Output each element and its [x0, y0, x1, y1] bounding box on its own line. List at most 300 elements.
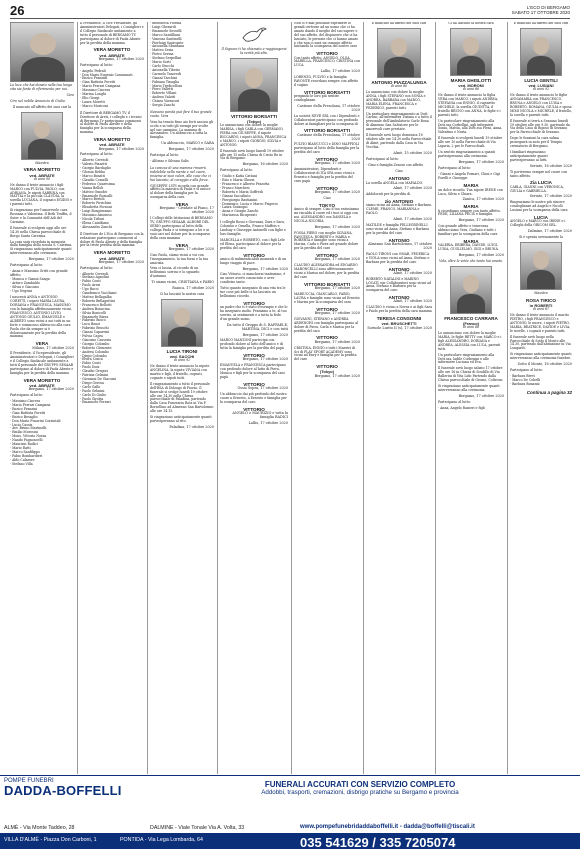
- continued-note: Continua a pagina 32: [526, 389, 572, 395]
- list-item: - Alberto Ceresoli: [80, 158, 109, 163]
- place-date: Sorisole Lurito II (s), 17 ottobre 2020: [367, 325, 432, 330]
- list-item: - Valerio Pianetti: [80, 162, 107, 167]
- text-block: Ne danno il triste annuncio le figlie ANNAMARIA con FRANCESCO, BRUNA e ANGELO con LUISA e ROBERTO, ROMANA, GIULIA e sposa MIMI NICOLA e MICHELE, il fratello, la sorella e parenti tutti.: [510, 93, 572, 117]
- text-block: ROBERTO NATALINI e MARINO LOCATI con Collaboratori sono vicini ad Anna, Stefano e Barbara per la scomparsa del caro: [366, 276, 432, 293]
- list-item: - Domenico, Lucia e Marco Frigerio: [220, 201, 278, 206]
- text-block: CARLA, GIANNI con VERONICA, GIULIA e GABRIELLA.: [510, 184, 564, 193]
- list-item: - Barbara Bonanni: [510, 381, 540, 386]
- text-block: Il Presidente, il Vicepresidente, gli Amministratori e Delegati, i Consiglieri e il Collegio Sindacale unitamente a tutti il personale del GRUPPO SESAAB partecipano al dolore di Paola Abrate e famiglia per la perdita della mamma: [10, 351, 74, 376]
- participants-list: [510, 375, 572, 387]
- list-item: - Marina Longhi: [80, 92, 106, 97]
- list-item: - Giorgio Bardaglio: [80, 166, 111, 171]
- list-item: - Luigi Bongiovanni: [80, 209, 112, 214]
- text-block: I Collegi delle Istituzioni di BERGAMO TV, GRUPPO SESAAB, ALBORE DEL SERIO partecipano al lutto della collega Paola e si stringono a lei e ai suoi cari nel dolore per la scomparsa della cara mamma: [150, 216, 213, 240]
- ad-address: ALMÈ - Via Monte Taddeo, 28: [4, 825, 75, 831]
- deceased-name: MARIA: [463, 239, 479, 244]
- text-block: EMANUELA e FRANCESCA partecipano con profondo dolore al lutto di Piera, Monica e figli per la scomparsa del caro papà: [220, 363, 286, 379]
- place-date: Bergamo, 17 ottobre 2020: [314, 224, 360, 229]
- text-block: Lo annunciano con dolore la moglie MARISA, i figli CARLA con GERMANO, PIERA con GIUSEPPE, il nipote RICCARDO, i nipoti ANNA, FRANCESCA e MARCO, i nipoti GIORGIO, SILVIA e ANTONIO.: [220, 123, 287, 147]
- text-block: Si ringraziano per l'amorevole cura Rossana e Valentina. Il Beth Truffin, il Suter e la Comunità dell'Adi del Carmine.: [10, 208, 72, 224]
- list-item: - Laura Sonzogni: [220, 205, 248, 210]
- deceased-name: MARIA: [463, 204, 479, 210]
- ad-address: DALMINE - Viale Tonale Via A. Volta, 33: [150, 825, 245, 831]
- deceased-age: di anni 86: [462, 87, 480, 92]
- participants-heading: Partecipano al lutto:: [80, 152, 113, 157]
- text-block: Ti porteremo sempre nel cuore con tanto affetto.: [510, 169, 568, 178]
- list-item: - Elisabetta Fornoni: [80, 205, 112, 210]
- deceased-name: VITTORIO: [243, 406, 265, 412]
- text-block: Vera ci lascia, al ricordo di un bellissimo sorriso e lo sguardo d'autunno: [150, 266, 200, 279]
- participants-heading: Partecipano al lutto:: [80, 62, 113, 67]
- column-divider: [363, 22, 364, 774]
- place-date: Paladina, 17 ottobre 2020: [169, 424, 214, 429]
- deceased-name: ANTONIO: [388, 295, 410, 301]
- list-item: - Marco Moriconi: [80, 103, 108, 108]
- list-item: - Anna e Massimo Gritti con grande affetto: [10, 268, 68, 277]
- text-block: CLAUDIO è vicino a Nerea e ai figli Sara e Paolo per la perdita della cara mamma: [366, 305, 432, 314]
- place-date: Bergamo, 17 ottobre 2020: [314, 161, 360, 166]
- ad-address: VILLA D'ALMÈ - Piazza Don Carboni, 1: [4, 837, 97, 843]
- list-item: - Emilio Morosini: [10, 430, 38, 435]
- list-item: - Chiara Vavassori: [150, 99, 180, 104]
- deceased-married-name: ved. LUSIANI: [528, 83, 554, 89]
- list-item: - Mario Ferrari Campana: [80, 84, 121, 89]
- list-item: - Silvia Bonicelli: [80, 310, 107, 315]
- memorial-quote: La luce che hai donato nella tua lunga vita sia fonte di riferimento per noi.: [10, 83, 72, 91]
- deceased-name: LUCIA TIRONI: [166, 348, 198, 354]
- column-3: [150, 22, 214, 774]
- text-block: Ne danno il triste annuncio la nipote ANGELINA, la nipote VIVIANA con marito e figli, il fratello, cognati, cognate e nipoti tutti.: [150, 364, 210, 380]
- deceased-married-name: in ROBERTI: [529, 303, 553, 309]
- list-item: - Elvira Conca: [80, 357, 103, 362]
- deceased-name: LUCIA: [533, 215, 549, 221]
- text-block: La carezza di una mamma rimarrà indelebile nella mente e nel cuore, insieme ai suoi valori, alle cose che ci hai lasciato, al coraggio e alla forza.: [150, 165, 211, 182]
- text-block: I nascenti ANNA e ANTONIO CORETTI, i nipoti MARIA LAURA, DORIANA e FRANCESCA, MASSIMO con la famiglia affettuosamente vicini, FRANCESCO, ANTONIO LIVIO, ANTONIO GIULIO, EMANUELE e ALBERTO sono vicini a noi tutti in un forte e commosso abbraccio alla cara Paola che da sempre si è dolorosamente per la perdita della mamma: [10, 295, 72, 339]
- participants-list: [80, 70, 144, 109]
- deceased-name: VERA MORETTO: [23, 167, 61, 173]
- text-block: Il funerale avrà luogo nella Parrocchiale di Sotto il Monte alle 14.30, partendo dall'abitazione in Via Longardi.: [510, 334, 571, 351]
- deceased-name: VITTORIO: [316, 51, 338, 57]
- list-item: - Piergiorgio Bastianini: [220, 197, 258, 202]
- deceased-name: FRANCESCO CARRARA: [444, 315, 498, 321]
- list-item: - Stefano Serpellini: [150, 56, 182, 61]
- deceased-married-name: ved. BRUSCHETTI: [381, 321, 417, 327]
- list-item: - Massimo Amoroso: [80, 213, 112, 218]
- text-block: La cara sarà ricordata in memoria dalla famiglia della scuola S. Caterina. Si ringraziano anticipatamente quanti interverranno alle cerimonie.: [10, 239, 73, 256]
- list-item: - Marco Santilliani: [150, 32, 180, 37]
- text-block: MATILDE e famiglia PELLEGRINELLI sono vicini ad Anna, Stefano e Barbara per la perdita del caro: [366, 223, 429, 235]
- text-block: Si ringraziano anticipatamente quanti interverranno alla cerimonia.: [438, 384, 500, 392]
- place-date: Bergamo, 17 ottobre 2020: [28, 257, 74, 262]
- list-item: - Gianni e Angela Fornari, Chini e Gigi Forelli e Giuseppe: [438, 171, 500, 180]
- ad-message: [145, 780, 575, 796]
- text-block: Ringraziamo le nostre più sincere condoglianze ad Angelo e Nicolò Lusiani per la scomparsa della cara: [510, 200, 568, 213]
- list-item: - Emanuele Sesselli: [150, 28, 182, 33]
- list-item: - Gino e famiglia Zenoni con affetto: [366, 162, 424, 167]
- column-8: [510, 22, 572, 774]
- list-item: - Antonella Sbardana: [150, 44, 185, 49]
- deceased-name: VITTORIO: [243, 353, 265, 359]
- column-divider: [435, 22, 436, 774]
- list-item: - Mons. Vittorio Nozza: [10, 434, 47, 439]
- list-item: - Elena Catalfamo: [80, 220, 109, 225]
- participants-heading: Partecipano al lutto:: [510, 368, 543, 372]
- list-item: - Ezio e Maria Ghezzi: [220, 178, 255, 183]
- text-block: Amministratori, Dipendenti e Collaboratori di ITA SPA sono vicini a Ernesto e famiglia per la perdita del caro papà: [294, 167, 355, 183]
- list-item: - Glorsia Rebba: [80, 170, 105, 175]
- place-date: Seriate, 16 ottobre 2020: [529, 163, 572, 168]
- text-block: Il Presidente, il Vice Presidente, gli Amministratori Delegati, i Consiglieri e il Collegio Sindacale unitamente a tutto il personale di BERGAMO TV partecipano al dolore di Paola Abrate per la perdita della mamma: [80, 22, 144, 45]
- participants-list: [10, 270, 74, 293]
- deceased-name: VITTORIO BORSATTI: [303, 281, 351, 287]
- participants-heading: Partecipano al lutto:: [220, 168, 253, 173]
- place-date: Bergamo, 17 ottobre 2020: [314, 373, 360, 378]
- place-date: Bergamo, 17 ottobre 2020: [458, 393, 504, 398]
- place-date: Bergamo, 17 ottobre 2020: [458, 159, 504, 164]
- place-date: Sotto il Monte, 16 ottobre 2020: [517, 362, 572, 367]
- list-item: - Silvia e Giacomo: [10, 284, 40, 289]
- place-date: Lallio, 17 ottobre 2020: [248, 420, 288, 425]
- list-item: - Emanuele Ferrari: [80, 400, 111, 405]
- place-date: Bergamo, 17 ottobre 2020: [98, 56, 144, 61]
- text-block: Ciao Vittorio, ci mancherai tantissimo; è un onore averti conosciuto e aver condiviso tanto.: [220, 272, 286, 285]
- place-date: Bergamo, 17 ottobre 2020: [314, 286, 360, 291]
- text-block: È mancato all'affetto dei suoi cari: [513, 22, 569, 25]
- ad-headline: FUNERALI ACCURATI CON SERVIZIO COMPLETO: [264, 780, 456, 789]
- deceased-name: VITTORIO: [243, 381, 265, 387]
- place-date: Dalmine, 17 ottobre 2020: [527, 229, 572, 234]
- deceased-name: VERA MORETTO: [23, 377, 61, 383]
- list-item: - Mariarosa Ricuperati: [220, 213, 257, 218]
- list-item: - Pietro Serina: [150, 52, 174, 57]
- deceased-name: VERA: [175, 242, 189, 248]
- list-item: - Luca Bonzi: [80, 322, 100, 327]
- place-date: Almè, 15 ottobre 2020: [393, 150, 432, 155]
- deceased-name: ANTONIO: [388, 266, 410, 272]
- list-item: - Fabrizio Bosco: [80, 318, 106, 323]
- place-date: Bergamo, 17 ottobre 2020: [314, 257, 360, 262]
- list-item: - Fabiana Tinaglia: [150, 79, 179, 84]
- list-item: - Fabio Conti: [80, 361, 101, 366]
- list-item: - Francesco e Alberto Pezzotta: [220, 182, 270, 186]
- text-block: Il funerale si terrà a Sezzano lunedì 19 ottobre alle ore 9.30, partendo da Via della Casa di Riposo di Sezzano per la Parrocchiale di Sezzano.: [510, 118, 570, 135]
- list-item: - Claudio Gregori: [80, 369, 108, 374]
- text-block: siamo vicini ad Anna, Stefano e Barbara. CLEME, FRANCO, MARIANNA e PAOLO.: [366, 203, 432, 216]
- obituary-photo: [377, 28, 421, 78]
- list-item: - Matteo Bellagalba: [80, 294, 112, 299]
- participants-list: [10, 400, 74, 466]
- memorial-quote: Vola, oltre le vette che tanto hai amato.: [439, 258, 503, 263]
- text-block: Si ringraziano anticipatamente quanti parteciperanno al rito.: [150, 415, 212, 423]
- deceased-age: di anni 92: [173, 358, 191, 363]
- ad-phone-numbers[interactable]: 035 541629 / 335 7205074: [300, 835, 456, 849]
- deceased-name: LUCIA GENTILI: [524, 77, 558, 83]
- list-item: - Marco Bertoli: [80, 197, 105, 202]
- participants-list: [438, 407, 504, 411]
- list-item: - Matteo Sesia: [150, 48, 174, 53]
- participants-list: [80, 273, 144, 406]
- text-block: amico di indimenticabili momenti e di un lungo viaggio di pace.: [220, 256, 287, 265]
- obituary-photo: [161, 299, 203, 347]
- deceased-name: VITTORIO: [316, 335, 338, 341]
- column-5: [294, 22, 360, 774]
- text-block: Dopo le funzioni la cara salma proseguirà in auto per il Tempio crematorio di Bergamo.: [510, 136, 563, 149]
- list-item: - Gianni Caparrini: [80, 330, 110, 335]
- list-item: - Giacomo Cassesio: [80, 337, 112, 342]
- text-block: Lo annunciano con dolore la moglie ANNA, i figli STEFANO con SONIA e ANDREA, BARBARA con MARCO, MARIA ELENA, FRANCESCA e FEDERICO, parenti tutti.: [366, 90, 426, 110]
- deceased-name: ANTONIO: [388, 176, 410, 182]
- participants-list: [438, 173, 504, 181]
- place-date: Bergamo, 17 ottobre 2020: [242, 266, 288, 271]
- obituary-photo: [230, 58, 278, 112]
- publication-info: [512, 5, 570, 15]
- text-block: FOSSA PIERO con moglie SILVANA, PANCESCA, ROBERTO e MARIA e ROBERTA e famiglie sono vicini a Marisa, Carla e Piera nel grande dolore per la perdita del caro: [294, 230, 359, 251]
- title-label: Maestra: [534, 290, 548, 295]
- list-item: - Andrea Valotti: [150, 95, 176, 100]
- text-block: I familiari ringraziano anticipatamente quanti parteciperanno ai lutti.: [510, 150, 548, 162]
- list-item: - Sergio Zanchi: [150, 103, 175, 108]
- list-item: - Gian Battista Poretti: [10, 410, 46, 415]
- list-item: - Massimo Cincera: [10, 399, 41, 404]
- place-date: Castione della Presolana, 17 ottobre 2020: [297, 132, 360, 141]
- list-item: - Emanuele Roncalli: [80, 193, 113, 198]
- page-header: [10, 3, 570, 19]
- list-item: - Franco Marchesi: [220, 185, 250, 190]
- deceased-name: ANTONIO: [388, 237, 410, 243]
- signature: Un abbraccio, MARCO e SARA: [161, 141, 214, 146]
- page-number: 26: [10, 3, 25, 18]
- ad-brand-name: DADDA-BOFFELLI: [4, 783, 122, 798]
- deceased-name: TOKYO: [318, 202, 336, 208]
- deceased-name: VITTORIO BORSATTI: [230, 113, 278, 119]
- ad-website[interactable]: www.pompefunebridaddaboffelli.it - dadda@boffelli@tiscali.it: [300, 824, 475, 830]
- list-item: - Alfonso e Silvana Salis: [150, 159, 189, 163]
- list-item: - Pierluigi Saurcante: [150, 40, 184, 45]
- text-block: CRISTINA, ENNIO e tutti i Maestri di Sci di PLAY SPORT ACADEMY sono vicini ad Enry e famiglia per la perdita del caro: [294, 345, 357, 362]
- text-block: ti ricordiamo sempre con tanto affetto. FEDE, LILIANA PECIS e famiglia.: [438, 208, 501, 217]
- list-item: - Giulio e Katia Cattani: [220, 174, 257, 179]
- list-item: - Giorgio Colombo: [80, 341, 110, 346]
- ad-phone-bar: [0, 833, 580, 849]
- place-date: Bergamo, 16 ottobre 2020: [242, 162, 288, 167]
- list-item: - Andrea Bonacina: [80, 306, 110, 311]
- place-date: Bergamo, 17 ottobre 2020: [28, 387, 74, 392]
- obituary-photo: [450, 28, 492, 76]
- column-divider: [291, 22, 292, 774]
- text-block: Ne danno il triste annuncio i figli MARCO con FULVIA, PAOLO, con ADRIANA, le nipoti SABRINA con MATTIA e la piccola CLAUDIA, la sorella LUCIANA, il cognato EGIDIO e i parenti tutti.: [10, 182, 73, 207]
- place-date: Bergamo, 17 ottobre 2020: [168, 246, 214, 251]
- funeral-home-ad: [0, 778, 580, 849]
- obituary-photo: [21, 112, 63, 160]
- text-block: Nessuno parola può fare il tuo grande vuoto. Vera: [150, 109, 212, 118]
- place-date: Almè, 17 ottobre 2020: [393, 270, 432, 275]
- list-item: - Barbara Brevi: [510, 373, 535, 378]
- place-date: Ranica, 17 ottobre 2020: [172, 286, 214, 291]
- list-item: - Enrico Franzini: [10, 406, 38, 411]
- deceased-name: VITTORIO BORSATTI: [303, 89, 351, 95]
- text-block: Si è spenta serenamente la: [519, 235, 563, 239]
- list-item: - Arturo Zambaldo: [10, 280, 40, 285]
- deceased-name: ROSA TIRICO: [526, 297, 556, 303]
- list-item: - Mario Sorti: [150, 60, 171, 65]
- column-divider: [217, 22, 218, 774]
- place-date: Almè, 17 ottobre 2020: [393, 186, 432, 191]
- text-block: La sorella ANGELA con MAFALDO.: [366, 180, 424, 185]
- list-item: - Roberto Pirrichini: [80, 201, 112, 206]
- place-date: Bergamo, 17 ottobre 2020: [242, 357, 288, 362]
- publication-name: L'ECO DI BERGAMO: [526, 5, 570, 10]
- text-block: Lo annunciano con dolore la moglie MARIA, le figlie BETTY con MARCO e i figli ALESSANDRO, DORIANA e ANDREA, ALESSIA con LUCA, parenti tutti.: [438, 331, 502, 351]
- list-item: - Fabio Conti: [80, 279, 101, 284]
- participants-heading: Partecipa al lutto:: [150, 153, 179, 158]
- text-block: Ciro nel nobile Annuncio di Giulio.: [10, 98, 66, 103]
- participants-heading: Partecipano al lutto:: [366, 156, 399, 161]
- place-date: Zanica, 17 ottobre 2020: [462, 197, 504, 202]
- list-item: - Paolo Doni: [80, 365, 100, 370]
- divider: [0, 775, 580, 776]
- deceased-married-name: ved. ABRATE: [29, 172, 55, 178]
- deceased-married-name: ved. MORONI: [458, 83, 484, 89]
- deceased-married-name: ved. ABRATE: [29, 383, 55, 389]
- signature: Ciro: [66, 92, 74, 97]
- text-block: Ciao Paola, siamo vicini a voi con l'insegnamento, la tua forza e la tua amicizia.: [150, 252, 209, 265]
- text-block: PAOLO TIRONI con OMAR, FEDERICA e VIOLA sono vicini ad Anna, Stefano e Barbara per la perdita del caro: [366, 251, 430, 264]
- place-date: Bergamo, 17 ottobre 2020: [314, 310, 360, 315]
- participants-list: [220, 175, 288, 218]
- text-block: Il funerale si svolgerà lunedì 19 ottobre alle ore 10 nella Parrocchiale di Via Ligaria, 2 per le Parrocchiali.: [438, 136, 503, 149]
- text-block: VALERIA, ERIBERA, DAVIDE, LUIGI, LUISA, GUGLIELMO, GIGI e BRUNA.: [438, 243, 499, 252]
- list-item: - Federico Quaresima: [80, 181, 115, 186]
- list-item: - Massimo Cincera: [80, 88, 111, 93]
- list-item: - Avv. Bruno Martinelli: [10, 426, 47, 431]
- list-item: - Mario Ferrari Campana: [10, 403, 51, 408]
- deceased-nickname: (Franco): [463, 321, 479, 327]
- list-item: - Nicola Tirloni: [80, 216, 105, 221]
- list-item: - Marco Sanfilippo: [10, 449, 40, 454]
- place-date: Almenno San Bartolomeo, 17 ottobre 2020: [368, 242, 432, 250]
- list-item: - Diego Colombo: [80, 353, 107, 358]
- place-date: Bergamo, 17 ottobre 2020: [168, 147, 214, 152]
- list-item: - Maurizio Radici: [10, 442, 38, 447]
- text-block: Il funerale avrà luogo domenica 18 ottobre alle ore 14.30 nella Parrocchiale di Almè, partendo dalla Casa in Via Vecchia.: [366, 133, 432, 149]
- text-block: MARIUCCIA, GIANCARLO, FABIO, LAURA e famiglie sono vicini ad Ernesto e Marisa per la scomparsa del caro: [294, 292, 360, 304]
- deceased-name: zio ANTONIO: [384, 199, 414, 205]
- deceased-nickname: (Tokyo): [246, 119, 262, 125]
- text-block: Il mancato all'affetto dei suoi cari la: [12, 104, 72, 109]
- column-7: [438, 22, 504, 774]
- text-block: Con tanto affetto, ANGELO, OLGA, MARELLA, FRANCESCO, CRISTINA con LUCA.: [294, 55, 360, 68]
- deceased-name: VITTORIO: [316, 306, 338, 312]
- text-block: Ciao: [395, 169, 403, 174]
- column-divider: [77, 22, 78, 774]
- list-item: - Carmelo Tancredi: [150, 71, 181, 76]
- dove-icon: [241, 24, 267, 46]
- text-block: Il funerale avrà luogo sabato 17 ottobre alle ore 16 in Chiesa di Scudillo di Via Ballerini di Vita Lido Partendo dalla Chiesa parrocchiale di Gromo, Coltrone.: [438, 366, 504, 383]
- list-item: - Carlo Gallo: [80, 384, 101, 389]
- list-item: - Patrizia Gelmini: [80, 373, 108, 378]
- deceased-name: MARIA GHISLOTTI: [450, 77, 492, 83]
- participants-list: [366, 164, 432, 168]
- text-block: La società NEVE SRL con i Dipendenti e Collaboratori partecipano con profondo dolore ai famigliari per la scomparsa di: [294, 113, 360, 126]
- list-item: - Mario Tredicelloni: [150, 83, 183, 88]
- deceased-name: VITTORIO: [316, 253, 338, 259]
- ad-address: PONTIDA - Via Lega Lombarda, 64: [120, 837, 203, 843]
- text-block: ANGELO e MARCO con IRENE e i Colleghi della ORICOM SRL.: [510, 219, 566, 228]
- text-block: Un particolare ringraziamento alla Dott.ssa, ladile Corbenini e alle infermiere Luciana ed Eva.: [438, 352, 495, 365]
- deceased-age: di anni 87: [532, 307, 550, 312]
- list-item: - Diego Gerosa: [80, 380, 104, 385]
- deceased-name: VERA MORETTO: [93, 47, 131, 53]
- signature: Ti siamo vicini, CRISTIANA e FABIO: [151, 280, 214, 285]
- list-item: - Enrico Franzini: [80, 76, 108, 81]
- text-block: GIOVANNI, STEFANO e ANDREA ARDENGHI con famiglia partecipano al dolore di Piera, Carla e Marisa per la perdita del caro: [294, 316, 359, 333]
- text-block: Ne danno il triste annuncio la figlia VERA con MARCO, i nipoti ANDREA, STEFANIA con ENNIO, il cuginetto MICHELE, la sorella GIUDITTA, il fratello BRUNO con ANNA, le figlie e i parenti tutti.: [438, 93, 501, 117]
- text-block: pregando le loro più sentite condoglianze.: [294, 94, 339, 102]
- deceased-name: VITTORIO: [316, 364, 338, 370]
- text-block: Ci ha lasciati la nostra cara: [159, 291, 205, 296]
- memorial-quote: Il Signore ti ha chiamato e raggiungerai la verità più alta.: [221, 47, 287, 55]
- place-date: Ossio Sopra, 17 ottobre 2020: [237, 386, 288, 391]
- place-date: Bergamo, 17 ottobre 2020: [314, 339, 360, 344]
- list-item: - Gian Battista Poretti: [80, 80, 116, 85]
- column-2: [80, 22, 144, 774]
- ad-services: Addobbi, trasporti, cremazioni, disbrigo pratiche su Bergamo e provincia: [261, 789, 459, 796]
- list-item: - Lucio Cassis: [10, 422, 33, 427]
- text-block: Il funerale si svolgerà oggi alle ore 14.30 nella Chiesa parrocchiale di Borgo Santa Caterina.: [10, 225, 67, 238]
- obituary-photo: [520, 242, 562, 290]
- place-date: Bergamo, 17 ottobre 2020: [98, 259, 144, 264]
- list-item: - Nando Pagnoncelli: [10, 438, 43, 443]
- list-item: - Fabio Bombardieri: [10, 453, 43, 458]
- list-item: - Don Mario Eugenio Cassinmati: [80, 72, 133, 77]
- list-item: - Gianfranco Vacchiani: [80, 291, 117, 296]
- list-item: - Alessandro Zanchi: [80, 224, 113, 229]
- list-item: - Paolo Gelmini: [80, 388, 105, 393]
- text-block: un padre che ti è stato d'esempio e che lo ha insegnato molto. Pensiamo a te, al tuo sorriso, ai sentimenti e a tutta la fede d'un grande uomo.: [220, 305, 288, 321]
- participants-heading: Partecipano al lutto:: [80, 265, 113, 270]
- deceased-name: Zia LUCIA: [530, 180, 552, 186]
- ad-brand-top: POMPE FUNEBRI: [4, 778, 54, 784]
- list-item: - Gianni Tarchini: [150, 75, 177, 80]
- text-block: Ciao: [323, 196, 331, 201]
- deceased-name: VITTORIO: [243, 300, 265, 306]
- place-date: Bergamo, 17 ottobre 2020: [314, 190, 360, 195]
- list-item: - Ugo Negrini: [10, 288, 33, 293]
- text-block: Il ringraziamento a tutto il personale dell'RSA di Dolzago di Piozzo. Il funerale si svolge lunedì 19 ottobre alle ore 14.30 nella Chiesa parrocchiale di Paladina, partendo dalla Casa Funeraria Rota in Via P. Borsellino ad Almenno San Bartolomeo alle ore 14.15.: [150, 381, 214, 414]
- list-item: - Anna, Angelo Raineri e figli: [438, 405, 485, 410]
- participants-list: [150, 22, 214, 108]
- column-divider: [507, 22, 508, 774]
- participants-heading: Partecipano al lutto:: [10, 263, 43, 268]
- list-item: - Don Mario Fusarini Corsintali: [10, 418, 61, 423]
- publication-date: SABATO 17 OTTOBRE 2020: [511, 10, 570, 15]
- list-item: - Piero Valletti: [150, 87, 174, 92]
- deceased-married-name: ved. ABRATE: [99, 142, 125, 148]
- list-item: - Stefano Agnolini: [80, 275, 109, 280]
- obituary-photo: [10, 22, 74, 82]
- text-block: Il Direttore de L'Eco di Bergamo con la redazione partecipano commossi al dolore di Paola Abrate e della famiglia per la triste perdita della mamma: [80, 231, 144, 248]
- place-date: Bergamo, 17 ottobre 2020: [242, 332, 288, 337]
- deceased-married-name: ved. ABRATE: [99, 255, 125, 261]
- deceased-name: VERA MORETTO: [93, 137, 131, 143]
- text-block: MARCO MANZONI partecipa con profondo dolore al lutto dell'amico e di tutta la famiglia per la perdita del papà: [220, 338, 284, 351]
- list-item: - Angelo Pedrali: [80, 68, 106, 73]
- participants-heading: Partecipano al lutto:: [438, 399, 471, 404]
- column-6: [366, 22, 432, 774]
- place-date: Almè, 17 ottobre 2020: [393, 217, 432, 222]
- deceased-name: ANTONIO PIAZZALUNGA: [371, 79, 427, 85]
- column-divider: [147, 22, 148, 774]
